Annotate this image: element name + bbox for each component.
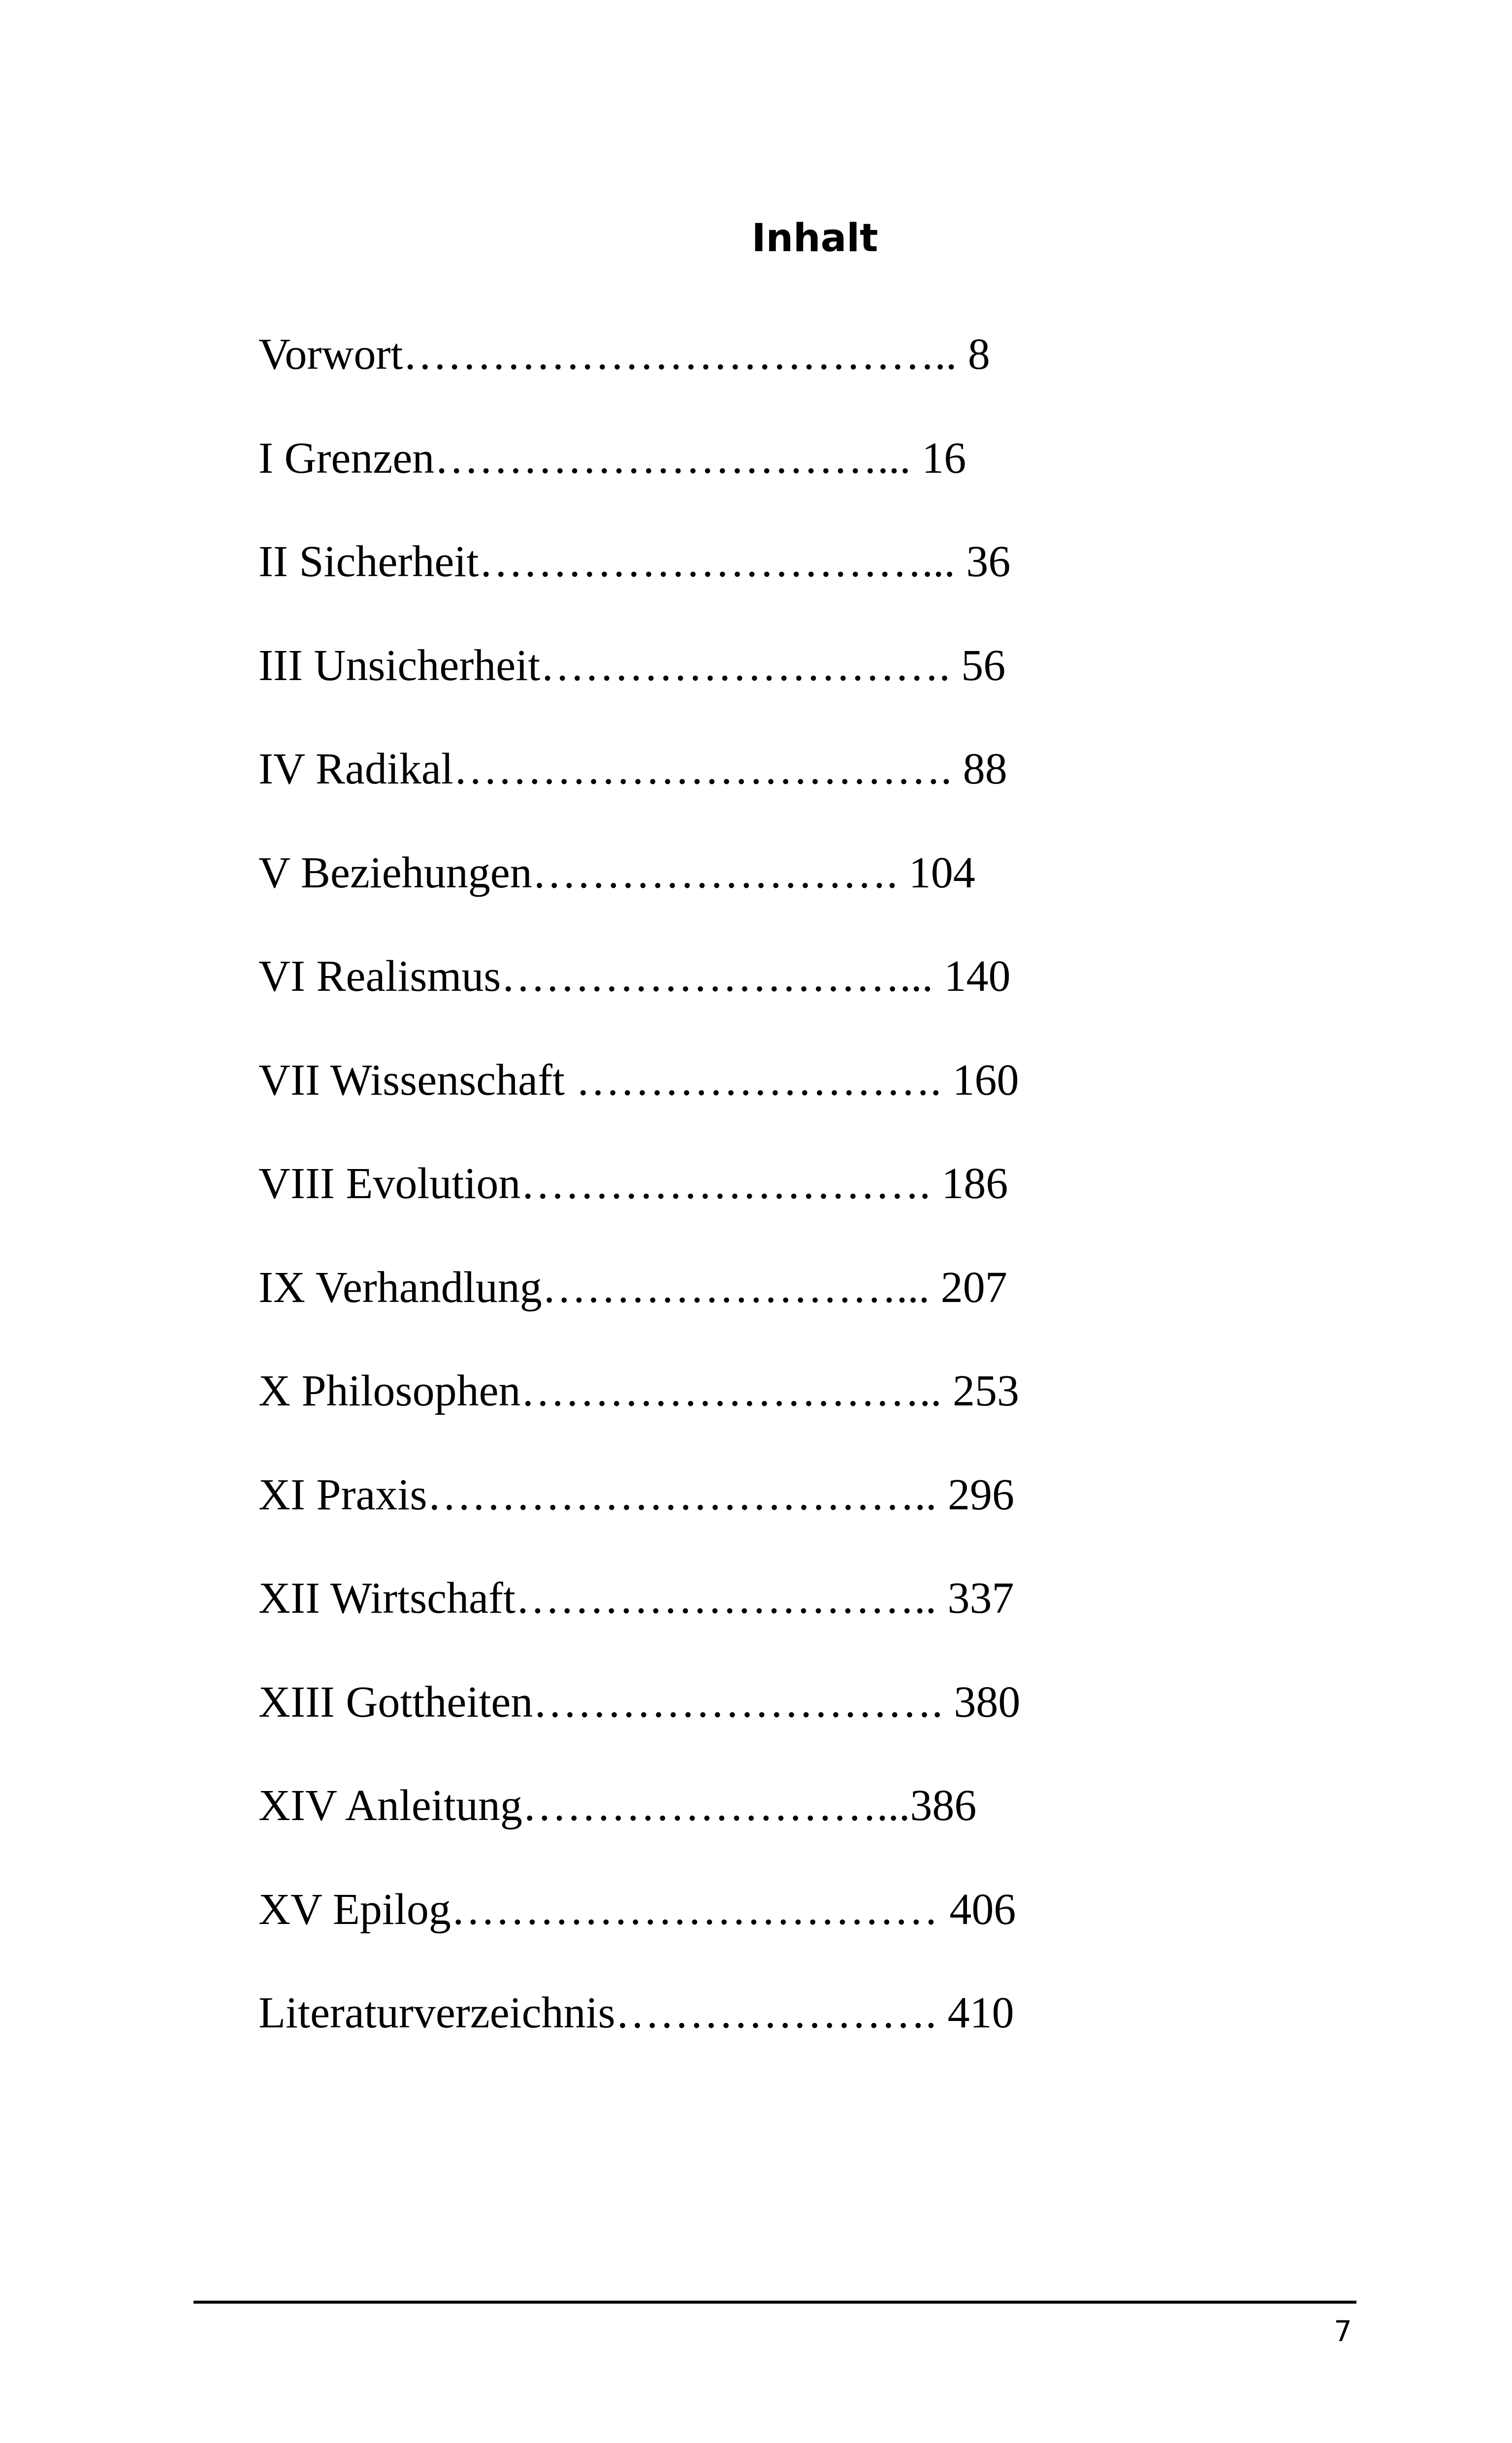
- toc-entry-gottheiten: XIII Gottheiten………………………. 380: [258, 1677, 1021, 1726]
- toc-entry-wirtschaft: XII Wirtschaft……………………….. 337: [258, 1574, 1014, 1623]
- toc-entry-epilog: XV Epilog…………………………… 406: [258, 1885, 1016, 1934]
- toc-entry-vorwort: Vorwort……………………………….. 8: [258, 330, 990, 379]
- toc-entry-unsicherheit: III Unsicherheit………………………. 56: [258, 641, 1006, 690]
- toc-entry-radikal: IV Radikal……………………………. 88: [258, 745, 1007, 793]
- page-title: Inhalt: [751, 216, 878, 261]
- toc-entry-realismus: VI Realismus………………………... 140: [258, 952, 1011, 1001]
- toc-entry-wissenschaft: VII Wissenschaft ……………………. 160: [258, 1055, 1019, 1105]
- toc-entry-literaturverzeichnis: Literaturverzeichnis…………………. 410: [258, 1988, 1014, 2037]
- toc-entry-sicherheit: II Sicherheit…………………………... 36: [258, 537, 1011, 586]
- table-of-contents: [258, 325, 1020, 2087]
- toc-entry-beziehungen: V Beziehungen……………………. 104: [258, 848, 975, 897]
- toc-entry-praxis: XI Praxis…………………………….. 296: [258, 1470, 1014, 1519]
- toc-entry-evolution: VIII Evolution………………………. 186: [258, 1159, 1008, 1208]
- toc-entry-anleitung: XIV Anleitung……………………...386: [258, 1781, 977, 1830]
- footer-divider: [193, 2301, 1356, 2304]
- toc-entry-philosophen: X Philosophen……………………….. 253: [258, 1367, 1020, 1415]
- toc-entry-grenzen: I Grenzen…………………………... 16: [258, 433, 966, 483]
- toc-entry-verhandlung: IX Verhandlung……………………... 207: [258, 1263, 1007, 1312]
- page-number: 7: [1334, 2314, 1352, 2348]
